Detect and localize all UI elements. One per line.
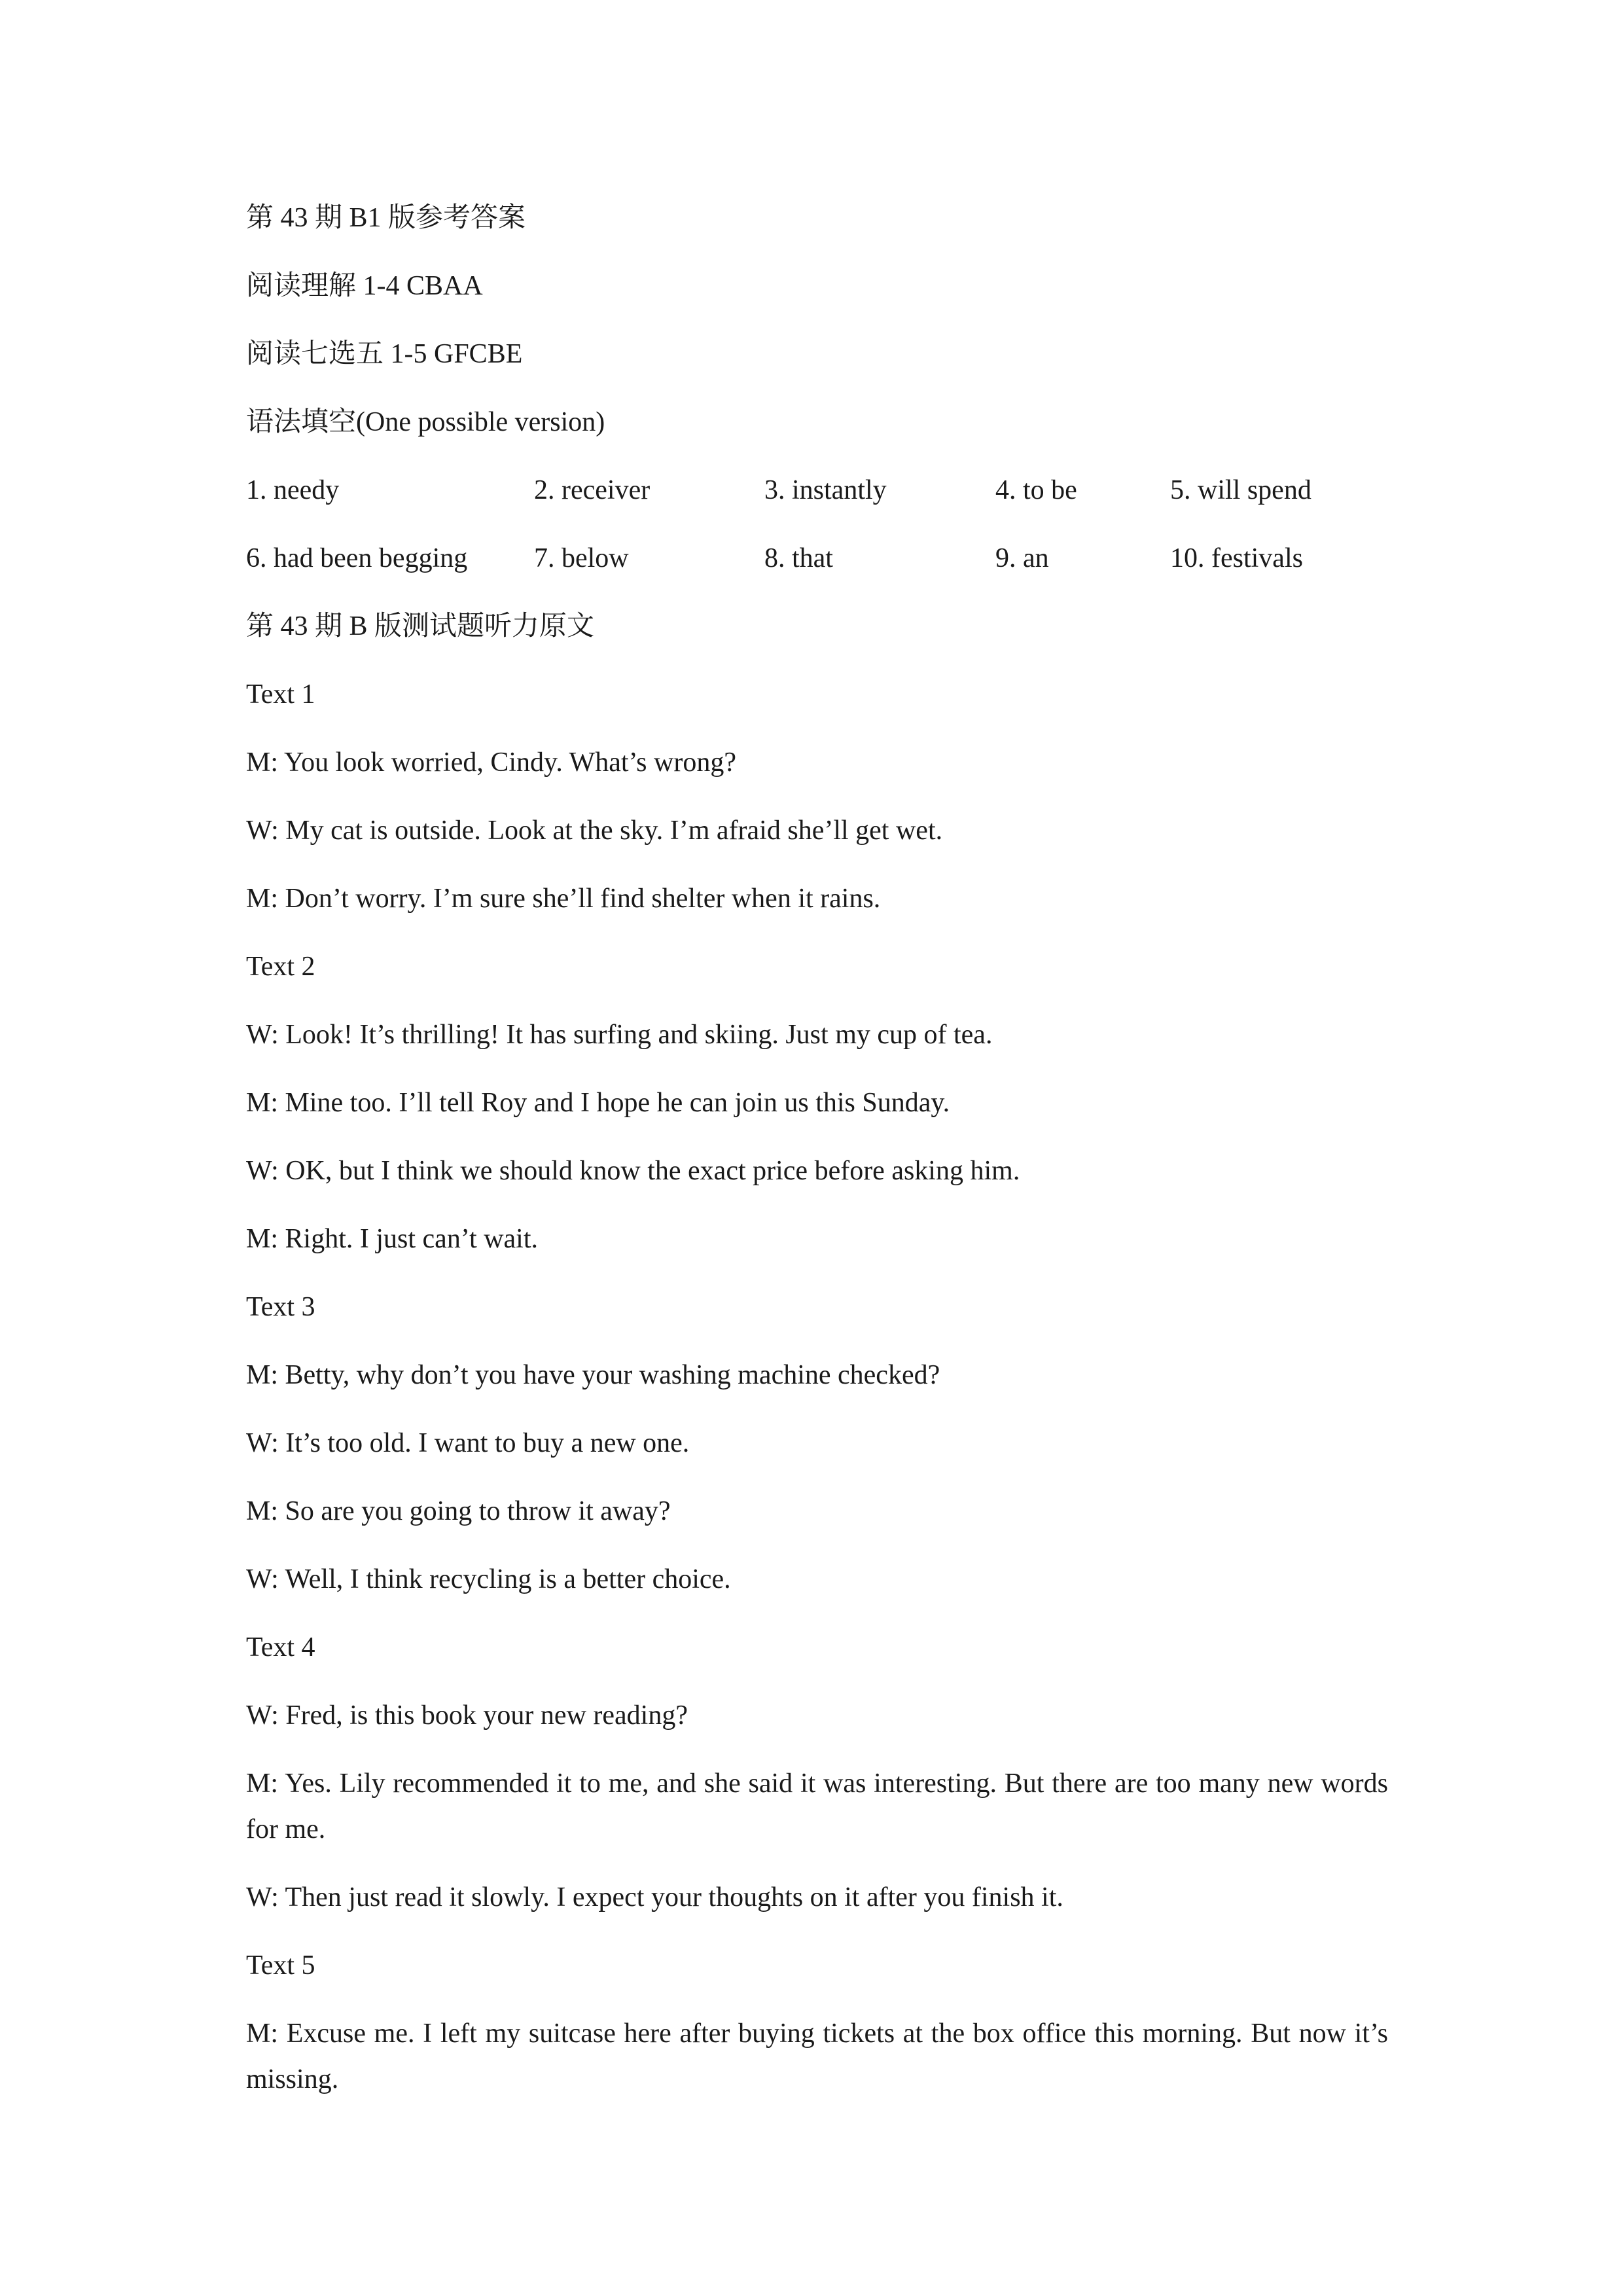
- dialogue-line: W: Fred, is this book your new reading?: [246, 1700, 688, 1731]
- grammar-answer: 6. had been begging: [246, 543, 468, 573]
- grammar-answer: 10. festivals: [1170, 543, 1303, 573]
- grammar-answer: 4. to be: [995, 475, 1077, 505]
- dialogue-line: M: Excuse me. I left my suitcase here after buying tickets at the box office this morning. But now it’s missing.: [246, 2018, 1388, 2094]
- reading-answers: 阅读理解 1-4 CBAA: [246, 271, 483, 301]
- text-title: Text 4: [246, 1632, 315, 1662]
- grammar-answer: 1. needy: [246, 475, 340, 505]
- dialogue-line: M: You look worried, Cindy. What’s wrong?: [246, 747, 736, 778]
- grammar-heading: 语法填空(One possible version): [246, 407, 605, 437]
- dialogue-line: M: Yes. Lily recommended it to me, and she said it was interesting. But there are too many new words for me.: [246, 1768, 1388, 1844]
- dialogue-line: W: Then just read it slowly. I expect your thoughts on it after you finish it.: [246, 1882, 1063, 1912]
- grammar-answer: 5. will spend: [1170, 475, 1311, 505]
- dialogue-line: M: Betty, why don’t you have your washing machine checked?: [246, 1360, 940, 1390]
- dialogue-line: W: My cat is outside. Look at the sky. I’m afraid she’ll get wet.: [246, 816, 943, 846]
- text-title: Text 5: [246, 1950, 315, 1981]
- grammar-answer: 2. receiver: [534, 475, 651, 505]
- dialogue-line: M: Don’t worry. I’m sure she’ll find shelter when it rains.: [246, 884, 881, 914]
- dialogue-line: M: Mine too. I’ll tell Roy and I hope he can join us this Sunday.: [246, 1088, 950, 1118]
- transcript-heading: 第 43 期 B 版测试题听力原文: [246, 611, 595, 641]
- dialogue-line: W: It’s too old. I want to buy a new one.: [246, 1428, 690, 1458]
- dialogue-line: M: Right. I just can’t wait.: [246, 1224, 539, 1254]
- grammar-answer: 7. below: [534, 543, 629, 573]
- dialogue-line: W: OK, but I think we should know the exact price before asking him.: [246, 1156, 1020, 1186]
- grammar-answer: 9. an: [995, 543, 1049, 573]
- dialogue-line: W: Look! It’s thrilling! It has surfing and skiing. Just my cup of tea.: [246, 1020, 993, 1050]
- dialogue-line: M: So are you going to throw it away?: [246, 1496, 671, 1526]
- text-title: Text 2: [246, 952, 315, 982]
- grammar-answer: 3. instantly: [764, 475, 887, 505]
- text-title: Text 1: [246, 679, 315, 709]
- text-title: Text 3: [246, 1292, 315, 1322]
- dialogue-line: W: Well, I think recycling is a better choice.: [246, 1564, 731, 1594]
- answers-heading: 第 43 期 B1 版参考答案: [246, 203, 526, 233]
- grammar-answer: 8. that: [764, 543, 833, 573]
- seven-choose-five-answers: 阅读七选五 1-5 GFCBE: [246, 339, 523, 369]
